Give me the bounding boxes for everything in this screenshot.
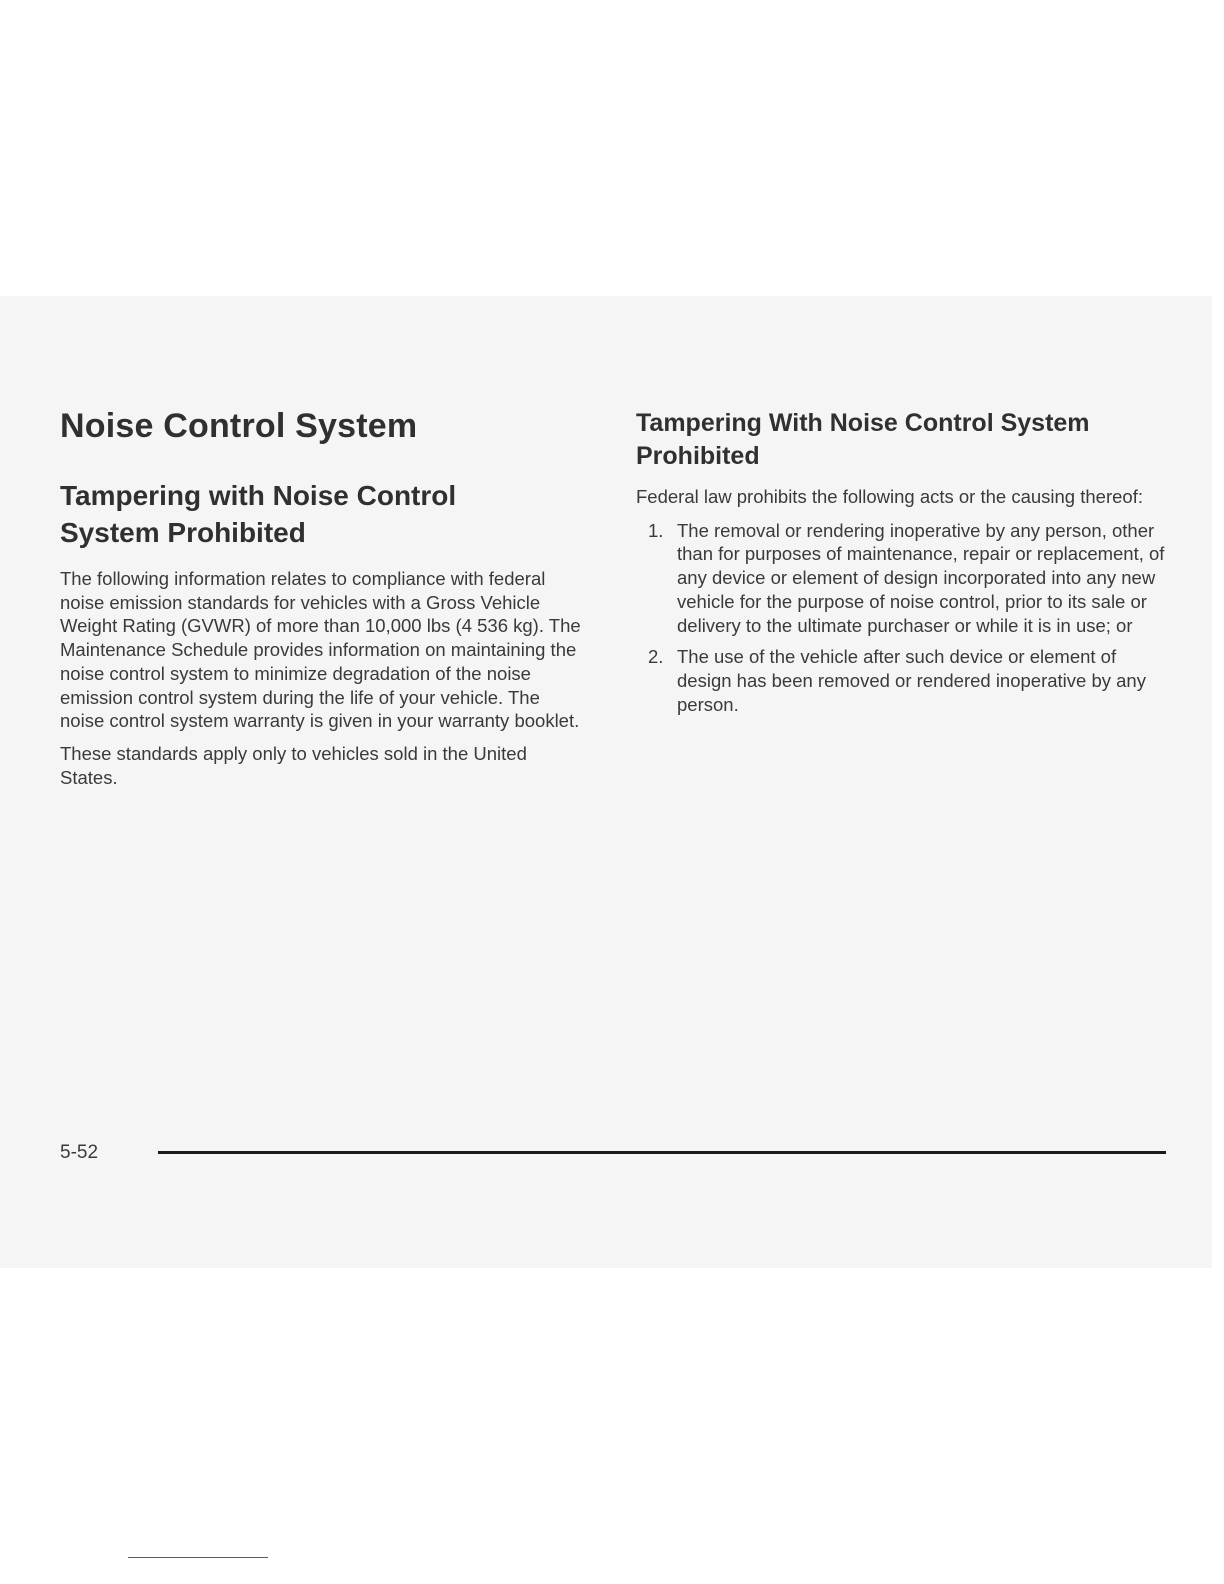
list-item-text: The removal or rendering inoperative by any person, other than for purposes of maintenance, repair or replacement, of any device or element of design incorporated into any new vehicle for the purpose of noise control, prior to its sale or delivery to the ultimate purchaser or while it is in use; or [677, 519, 1165, 636]
page-number: 5-52 [60, 1142, 99, 1163]
link-underline[interactable] [128, 1557, 268, 1558]
left-subsection-title: Tampering with Noise Control System Prohibited [60, 480, 457, 548]
left-column [60, 405, 600, 789]
prohibited-acts-list [636, 519, 1171, 717]
list-item-number: 2. [648, 646, 664, 668]
right-subsection-title: Tampering With Noise Control System Prohibited [636, 409, 1090, 470]
section-title: Noise Control System [60, 407, 418, 445]
list-item-text: The use of the vehicle after such device or element of design has been removed or rendered inoperative by any person. [677, 646, 1146, 715]
list-item [636, 645, 1165, 716]
compliance-paragraph: The following information relates to compliance with federal noise emission standards for vehicles with a Gross Vehicle Weight Rating (GVWR) of more than 10,000 lbs (4 536 kg). The Maintenance Schedule provides information on maintaining the noise control system to minimize degradation of the noise emission control system during the life of your vehicle. The noise control system warranty is given in your warranty booklet. [60, 568, 581, 732]
footer-divider [158, 1151, 1166, 1154]
right-column [636, 407, 1171, 724]
list-item [636, 519, 1165, 638]
standards-paragraph: These standards apply only to vehicles sold in the United States. [60, 742, 527, 788]
list-item-number: 1. [648, 519, 664, 541]
federal-law-intro: Federal law prohibits the following acts or the causing thereof: [636, 486, 1143, 507]
